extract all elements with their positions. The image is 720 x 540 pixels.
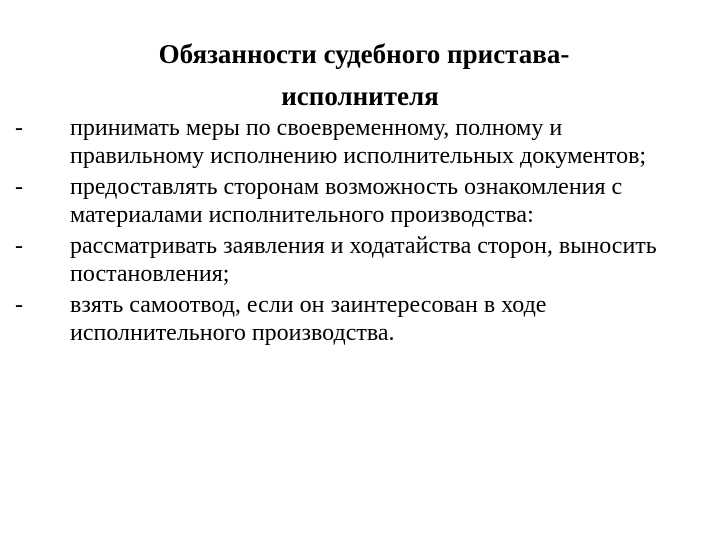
list-item-text: принимать меры по своевременному, полному и правильному исполнению исполнительных документов; [70, 115, 647, 169]
bullet-dash: - [15, 292, 23, 318]
list-item-text: предоставлять сторонам возможность ознакомления с материалами исполнительного производства: [70, 174, 623, 228]
duties-list [0, 114, 720, 350]
list-item-text: взять самоотвод, если он заинтересован в ходе исполнительного производства. [70, 292, 547, 346]
list-item [0, 291, 720, 347]
bullet-dash: - [15, 115, 23, 141]
list-item-text: рассматривать заявления и ходатайства сторон, выносить постановления; [70, 233, 657, 287]
list-item [0, 114, 720, 170]
bullet-dash: - [15, 233, 23, 259]
list-item [0, 173, 720, 229]
slide-title [0, 33, 720, 117]
title-line-1: Обязанности судебного пристава- [158, 39, 570, 69]
title-line-2: исполнителя [281, 81, 439, 111]
bullet-dash: - [15, 174, 23, 200]
list-item [0, 232, 720, 288]
